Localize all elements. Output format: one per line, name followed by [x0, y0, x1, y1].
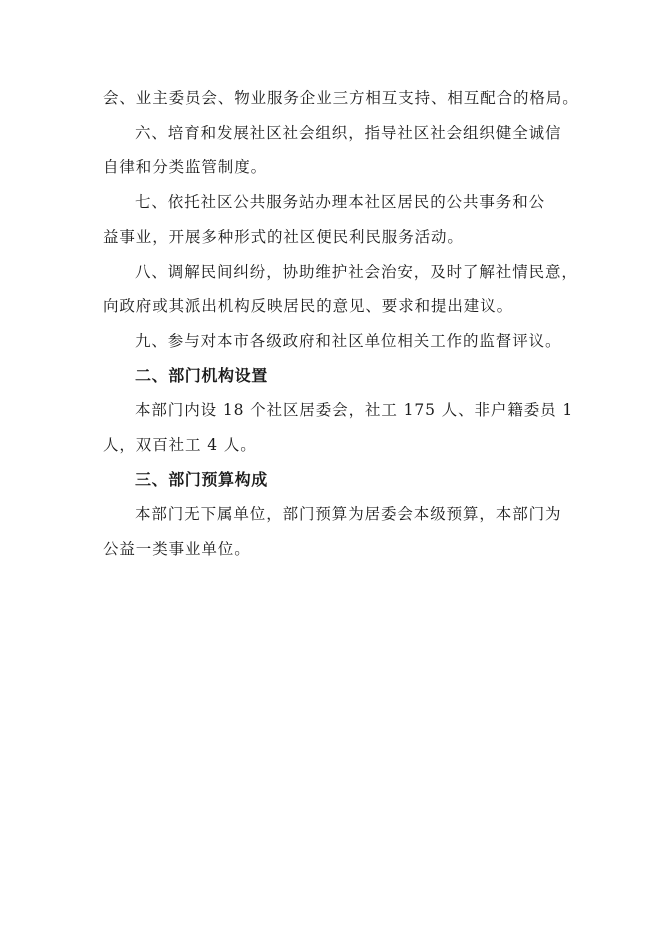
section-heading-budget: 三、部门预算构成 — [135, 470, 268, 489]
paragraph-line: 人，双百社工 4 人。 — [103, 436, 257, 454]
paragraph-line: 向政府或其派出机构反映居民的意见、要求和提出建议。 — [103, 297, 514, 315]
paragraph-line: 益事业，开展多种形式的社区便民利民服务活动。 — [103, 228, 464, 246]
paragraph-line: 公益一类事业单位。 — [103, 540, 251, 558]
paragraph-line: 本部门无下属单位，部门预算为居委会本级预算，本部门为 — [135, 505, 562, 523]
paragraph-line: 七、依托社区公共服务站办理本社区居民的公共事务和公 — [135, 193, 546, 211]
paragraph-line: 本部门内设 18 个社区居委会，社工 175 人、非户籍委员 1 — [135, 401, 574, 419]
paragraph-line: 会、业主委员会、物业服务企业三方相互支持、相互配合的格局。 — [103, 89, 579, 107]
paragraph-line: 自律和分类监管制度。 — [103, 158, 268, 176]
section-heading-departments: 二、部门机构设置 — [135, 366, 268, 385]
paragraph-line: 八、调解民间纠纷，协助维护社会治安，及时了解社情民意， — [135, 263, 578, 281]
paragraph-line: 六、培育和发展社区社会组织，指导社区社会组织健全诚信 — [135, 124, 562, 142]
paragraph-line: 九、参与对本市各级政府和社区单位相关工作的监督评议。 — [135, 332, 562, 350]
